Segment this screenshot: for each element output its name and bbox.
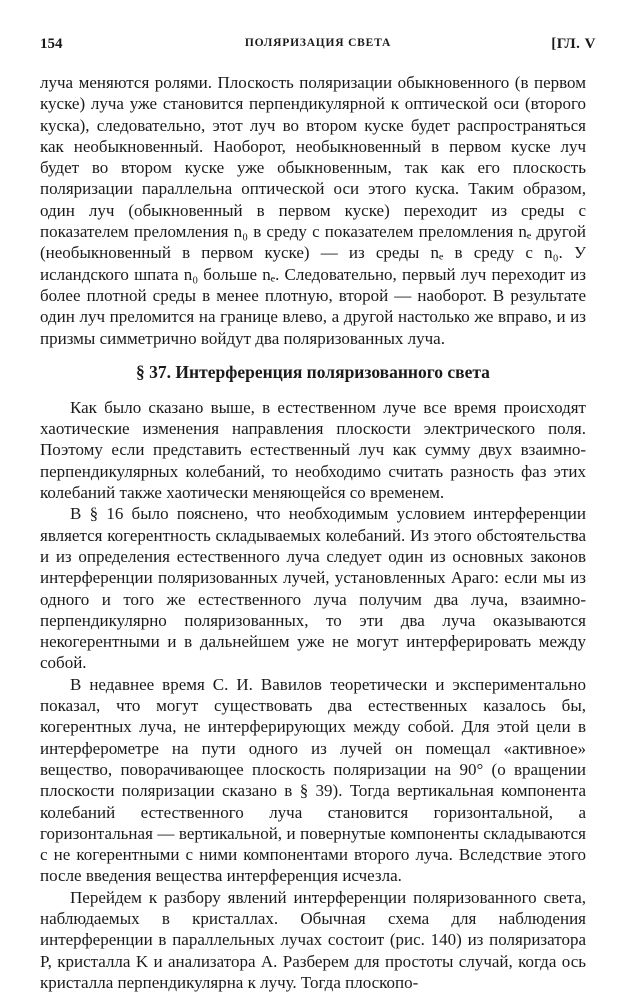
running-head xyxy=(40,36,596,58)
paragraph-4: Перейдем к разбору явлений интерференции поляризованного света, наблюдаемых в кристаллах. Обычная схема для наблюдения интерференции в параллельных лучах состоит (рис. 140) из поляризатора P, кристалла K и анализатора A. Разберем для простоты случай, когда ось кристалла перпендикулярна к лучу. Тогда плоскопо- xyxy=(40,887,586,992)
running-title: ПОЛЯРИЗАЦИЯ СВЕТА xyxy=(244,37,392,49)
paragraph-3: В недавнее время С. И. Вавилов теоретически и экспериментально показал, что могут существовать два естественных казалось бы, когерентных луча, не интерферирующих между собой. Для этой цели в интерферометре на пути одного из лучей он помещал «активное» вещество, поворачивающее плоскость поляризации на 90° (о вращении плоскости поляризации сказано в § 39). Тогда вертикальная компонента колебаний естественного луча становится горизонтальной, а горизонтальная — вертикальной, и повернутые компоненты складываются с не когерентными с ними компонентами второго луча. Вследствие этого после введения вещества интерференция исчезла. xyxy=(40,674,586,886)
paragraph-continued: луча меняются ролями. Плоскость поляризации обыкновенного (в первом куске) луча уже становится перпендикулярной к оптической оси (второго куска), следовательно, этот луч во втором куске будет распространяться как необыкновенный. Наоборот, необыкновенный в первом куске луч будет во втором куске уже обыкновенным, так как его плоскость поляризации параллельна оптической оси этого куска. Таким образом, один луч (обыкновенный в первом куске) переходит из среды с показателем преломления n₀ в среду с показателем преломления nₑ другой (необыкновенный в первом куске) — из среды nₑ в среду с n₀. У исландского шпата n₀ больше nₑ. Следовательно, первый луч переходит из более плотной среды в менее плотную, второй — наоборот. В результате один луч преломится на границе влево, а другой настолько же вправо, и из призмы симметрично войдут два поляризованных луча. xyxy=(40,73,586,348)
section-heading: § 37. Интерференция поляризованного света xyxy=(136,361,490,382)
chapter-marker: [ГЛ. V xyxy=(551,36,596,52)
page-body xyxy=(40,72,586,993)
paragraph-2: В § 16 было пояснено, что необходимым условием интерференции является когерентность складываемых колебаний. Из этого обстоятельства и из определения естественного луча следует один из основных законов интерференции поляризованных лучей, установленных Араго: если мы из одного и того же естественного луча получим два луча, взаимно-перпендикулярно поляризованных, то эти два луча оказываются некогерентными и в дальнейшем уже не могут интерферировать между собой. xyxy=(40,504,586,673)
page-number: 154 xyxy=(40,36,63,52)
paragraph-1: Как было сказано выше, в естественном луче все время происходят хаотические изменения направления плоскости электрического поля. Поэтому если представить естественный луч как сумму двух взаимно-перпендикулярных колебаний, то необходимо считать разность фаз этих колебаний также хаотически меняющейся со временем. xyxy=(40,397,586,503)
